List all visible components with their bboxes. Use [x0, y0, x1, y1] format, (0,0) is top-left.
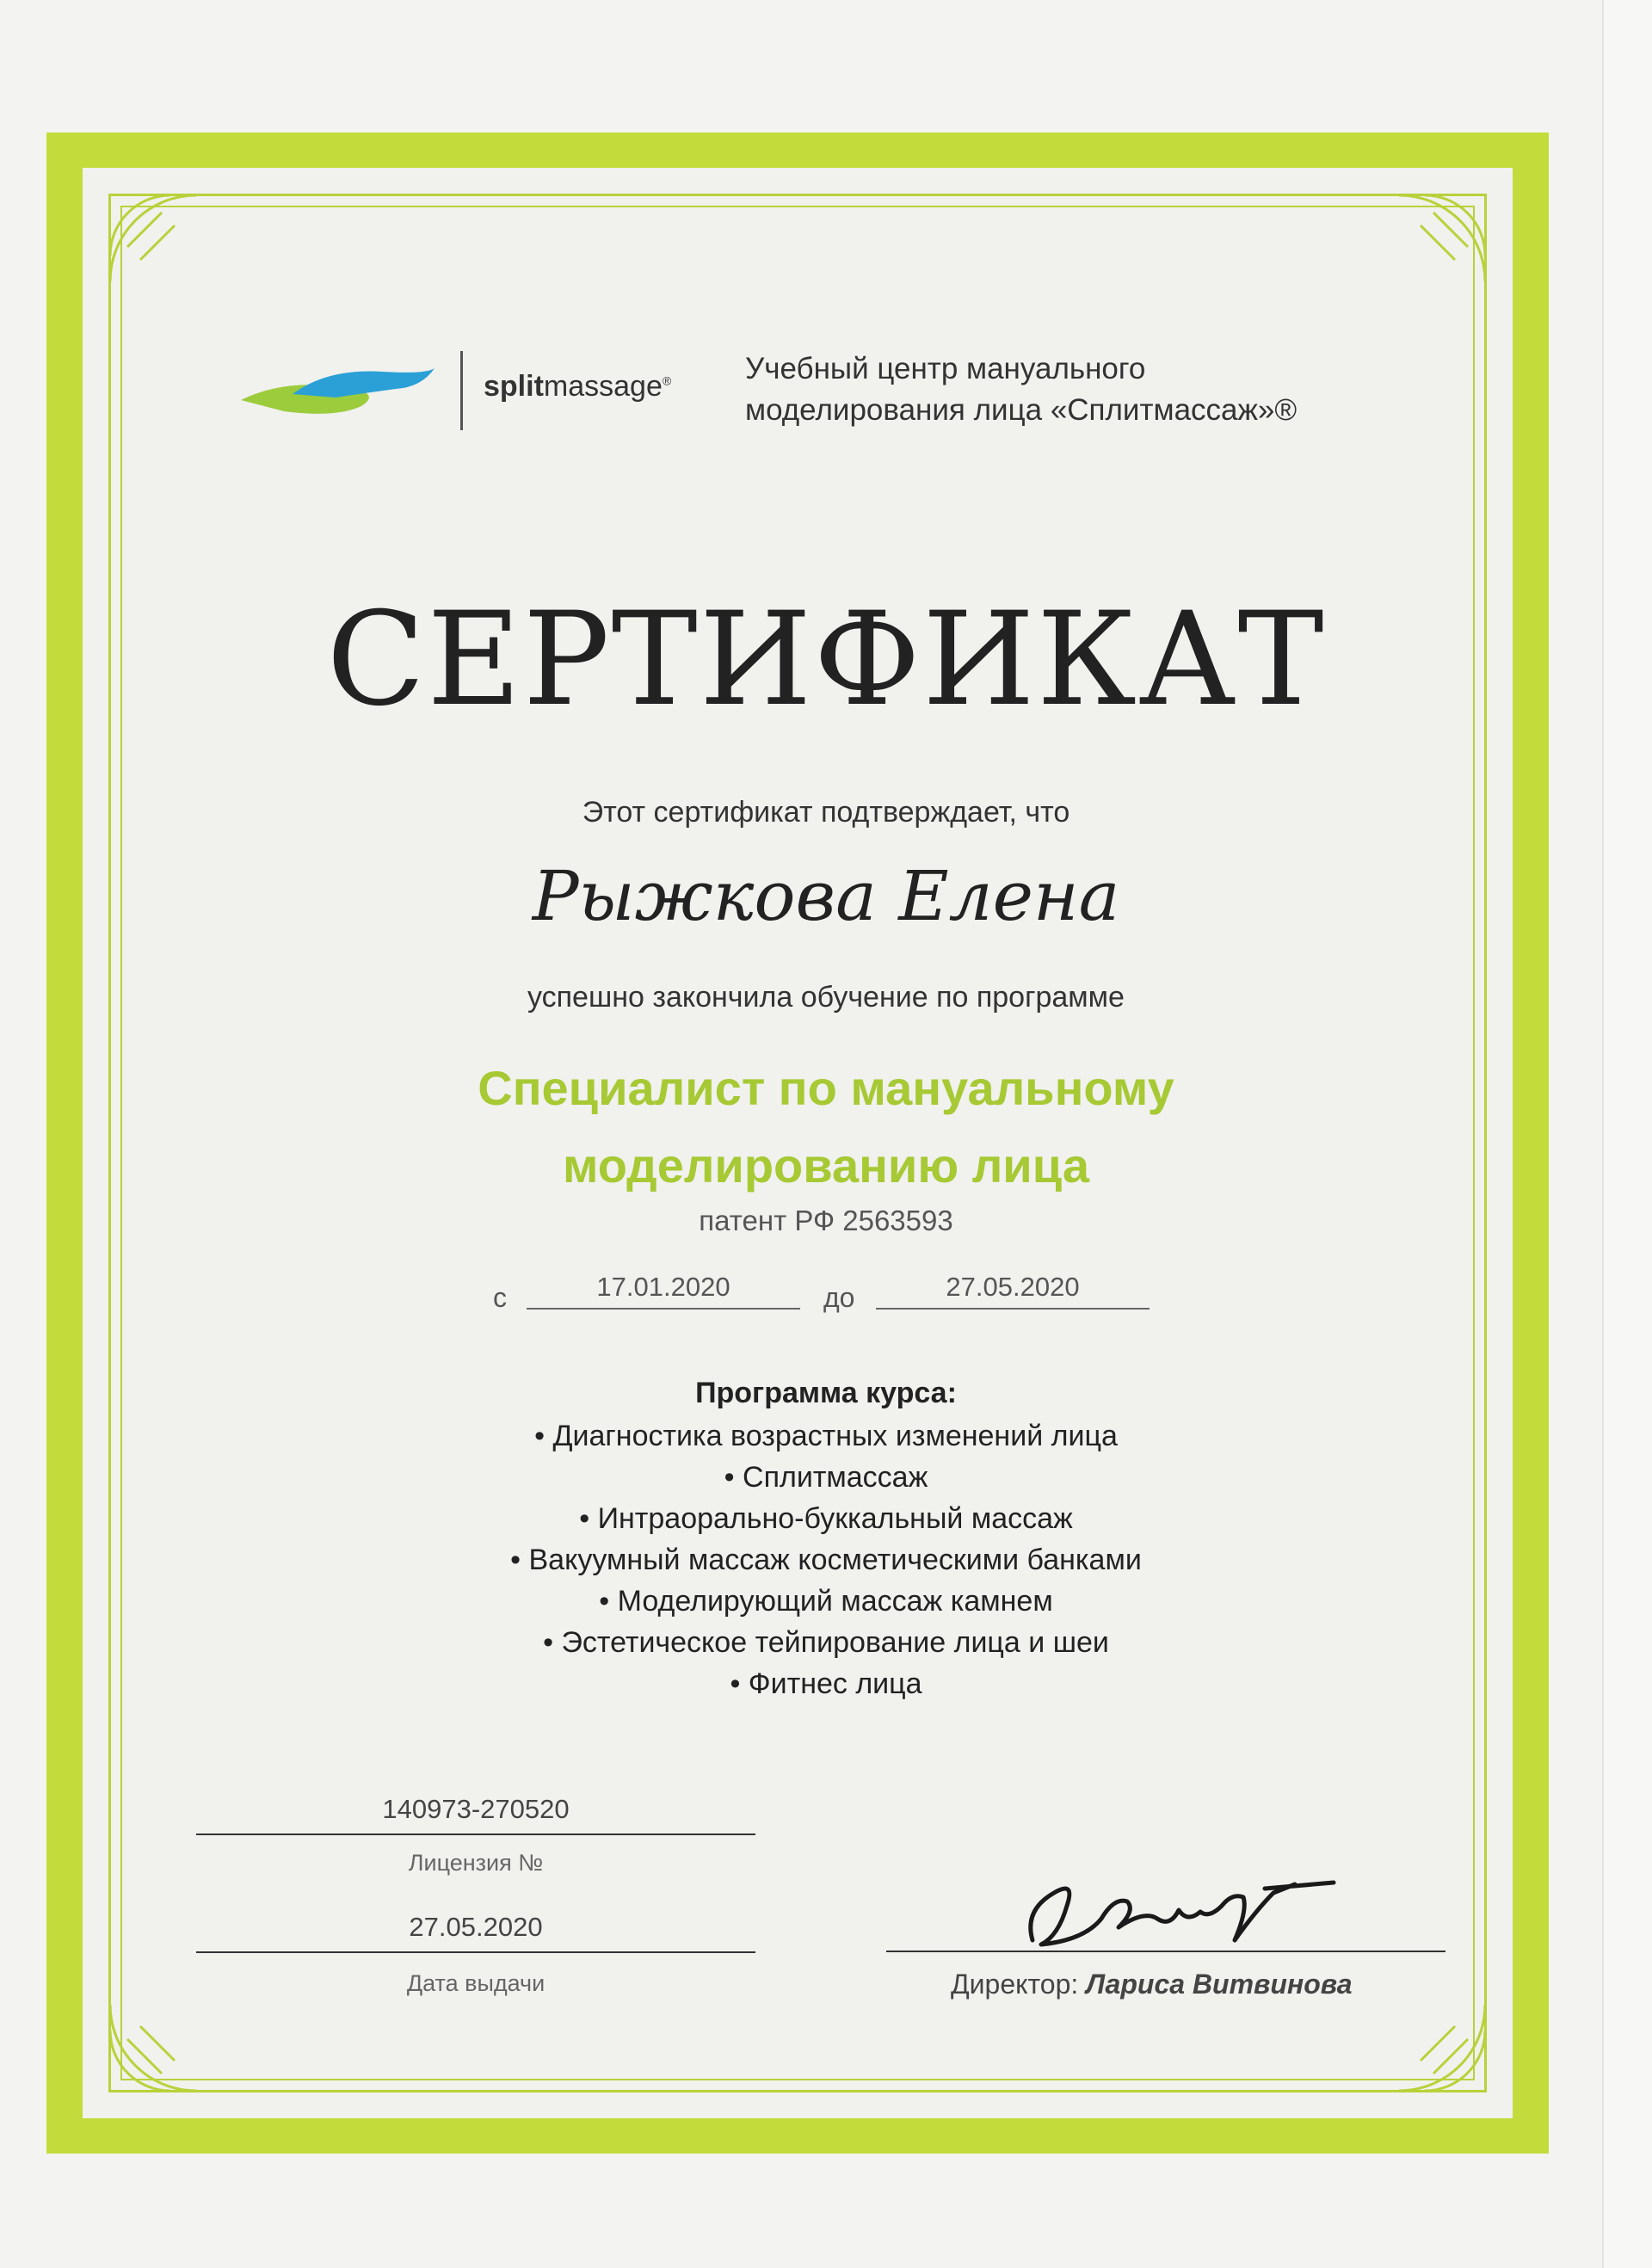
issue-date: 27.05.2020 [196, 1912, 755, 1953]
license-number: 140973-270520 [196, 1794, 755, 1835]
corner-ornament-bottom-left [110, 1988, 213, 2091]
corner-ornament-bottom-right [1382, 1988, 1485, 2091]
corner-ornament-top-right [1382, 195, 1485, 299]
hands-logo-icon [232, 361, 447, 422]
training-center-name [745, 348, 1297, 431]
date-to: 27.05.2020 [876, 1272, 1150, 1310]
date-to-label: до [823, 1282, 855, 1313]
program-title [0, 1050, 1652, 1205]
course-item: • Эстетическое тейпирование лица и шеи [543, 1626, 1109, 1659]
director-name: Лариса Витвинова [1086, 1969, 1353, 2000]
corner-ornament-top-left [110, 195, 213, 299]
director-signature [1007, 1858, 1351, 1962]
date-from-label: с [493, 1282, 507, 1313]
director [951, 1969, 1352, 2000]
logo-wordmark: splitmassage® [484, 370, 672, 403]
course-item: • Диагностика возрастных изменений лица [534, 1420, 1118, 1452]
person-name: Рыжкова Елена [532, 856, 1120, 936]
course-item: • Вакуумный массаж косметическими банками [510, 1544, 1142, 1576]
confirms-text: Этот сертификат подтверждает, что [582, 796, 1070, 829]
signature-line [886, 1951, 1446, 1952]
program-title-line1: Специалист по мануальному [478, 1061, 1174, 1115]
study-dates [0, 1265, 1652, 1316]
director-label: Директор: [951, 1969, 1079, 2000]
date-from: 17.01.2020 [527, 1272, 800, 1310]
patent-number: патент РФ 2563593 [699, 1205, 953, 1236]
logo-divider [460, 351, 463, 430]
finished-text: успешно закончила обучение по программе [527, 981, 1125, 1014]
course-heading: Программа курса: [695, 1377, 957, 1409]
course-item: • Сплитмассаж [724, 1461, 928, 1494]
center-name-line1: Учебный центр мануального [745, 352, 1146, 385]
program-title-line2: моделированию лица [563, 1138, 1089, 1193]
course-item: • Моделирующий массаж камнем [599, 1585, 1053, 1618]
issue-date-label: Дата выдачи [406, 1970, 546, 1996]
course-item: • Интраорально-буккальный массаж [579, 1502, 1073, 1535]
center-name-line2: моделирования лица «Сплитмассаж»® [745, 393, 1298, 427]
certificate-title: СЕРТИФИКАТ [326, 585, 1326, 735]
license-label: Лицензия № [408, 1850, 544, 1876]
course-item: • Фитнес лица [730, 1667, 922, 1700]
